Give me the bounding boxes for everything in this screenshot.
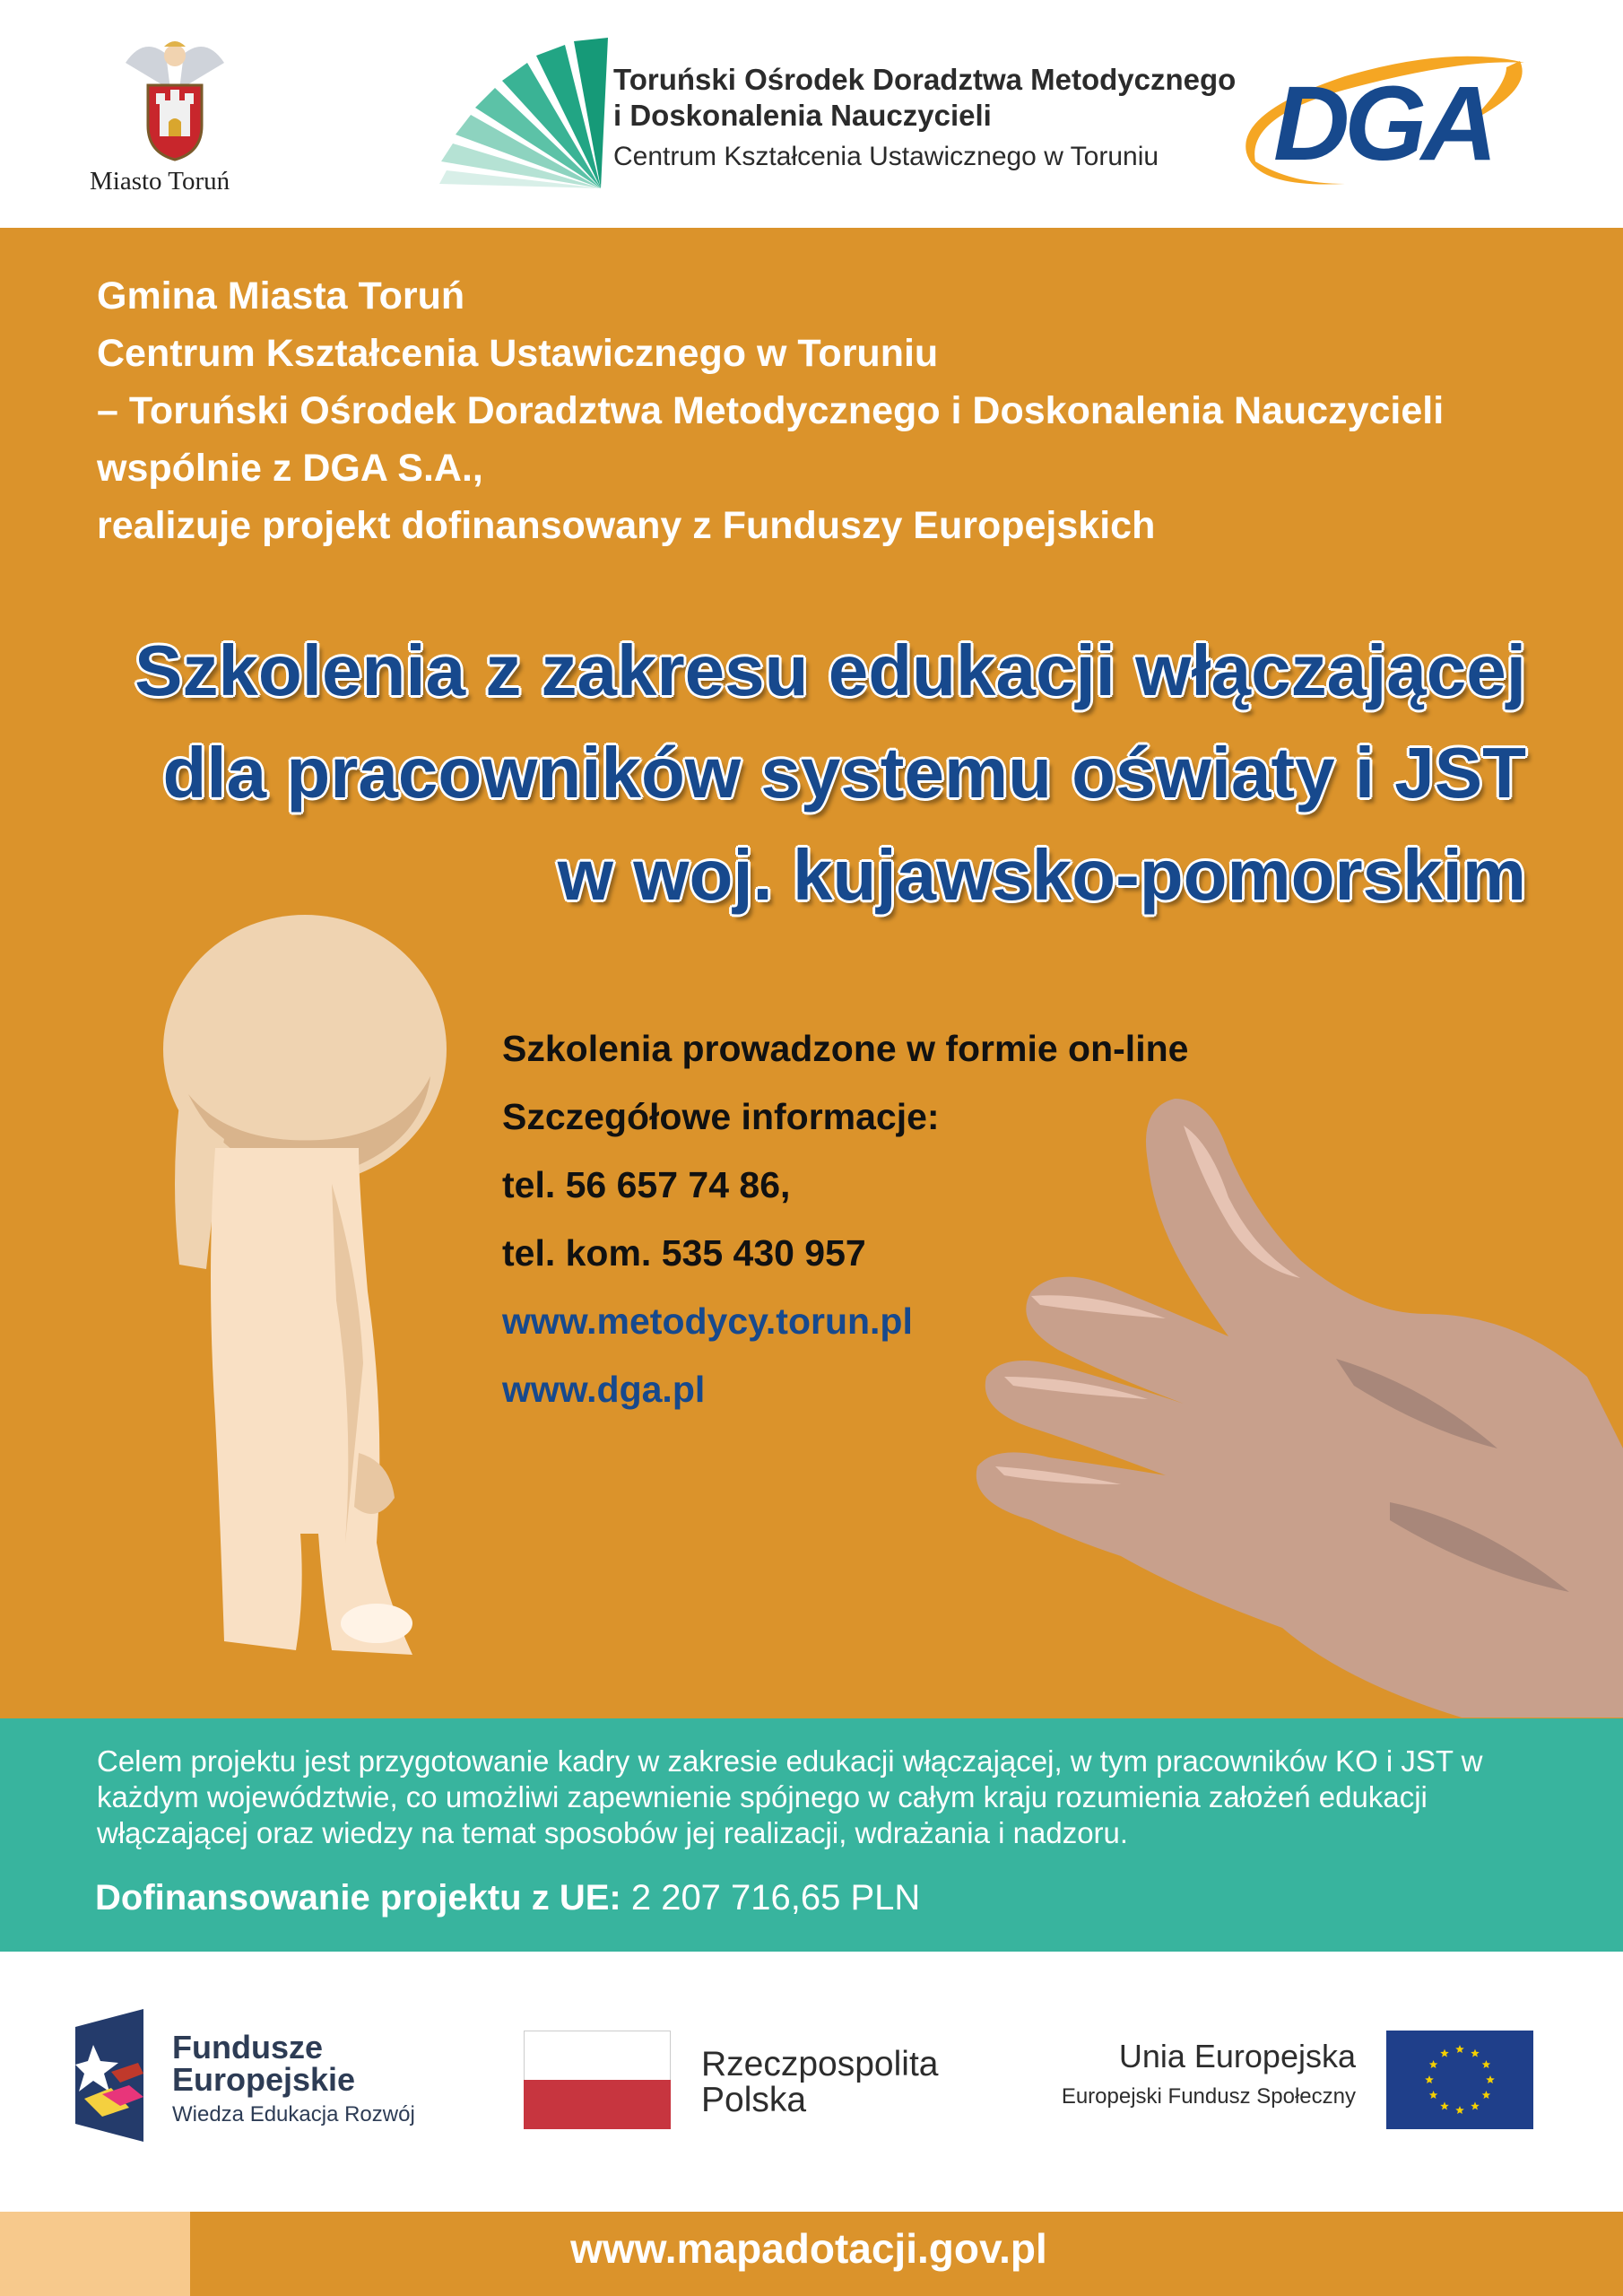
intro-line: Centrum Kształcenia Ustawicznego w Toruniu — [97, 332, 939, 375]
ue-logo-line2: Europejski Fundusz Społeczny — [1061, 2084, 1356, 2109]
dga-logo-text: DGA — [1273, 65, 1493, 183]
intro-line: wspólnie z DGA S.A., — [97, 447, 483, 490]
website-link-dga[interactable]: www.dga.pl — [502, 1369, 706, 1410]
main-title-line: w woj. kujawsko-pomorskim — [557, 835, 1526, 915]
intro-line: realizuje projekt dofinansowany z Funduszy Europejskich — [97, 504, 1156, 547]
project-goal-text: Celem projektu jest przygotowanie kadry w zakresie edukacji włączającej, w tym pracowników KO i JST w każdym województwie, co umożliwi zapewnienie spójnego w całym kraju rozumienia założeń edukacji włączającej oraz wiedzy na temat sposobów jej realizacji, wdrażania i nadzoru. — [97, 1744, 1483, 1849]
fe-logo-line2: Europejskie — [172, 2061, 356, 2098]
website-link-metodycy[interactable]: www.metodycy.torun.pl — [502, 1300, 913, 1342]
bottom-bar-accent — [0, 2212, 190, 2296]
hand-illustration — [959, 1090, 1623, 1718]
details-label: Szczegółowe informacje: — [502, 1096, 940, 1137]
mobile-number: tel. kom. 535 430 957 — [502, 1232, 866, 1274]
intro-line: – Toruński Ośrodek Doradztwa Metodycznego i Doskonalenia Nauczycieli — [97, 389, 1445, 432]
todn-name-line1: Toruński Ośrodek Doradztwa Metodycznego — [613, 63, 1237, 96]
main-title-line: dla pracowników systemu oświaty i JST — [162, 733, 1526, 813]
funding-info — [95, 1878, 920, 1918]
todn-logo-icon — [430, 36, 610, 193]
polish-flag-icon — [524, 2031, 671, 2129]
fundusze-europejskie-logo-icon — [75, 2009, 143, 2142]
rp-logo-line1: Rzeczpospolita — [701, 2045, 939, 2083]
doll-figure-illustration — [152, 915, 457, 1686]
funding-label: Dofinansowanie projektu z UE: — [95, 1878, 621, 1918]
ue-logo-line1: Unia Europejska — [1118, 2038, 1356, 2074]
fe-logo-line3: Wiedza Edukacja Rozwój — [172, 2102, 415, 2126]
rp-logo-line2: Polska — [701, 2081, 807, 2119]
main-title-line: Szkolenia z zakresu edukacji włączającej — [135, 631, 1526, 710]
training-form-text: Szkolenia prowadzone w formie on-line — [502, 1028, 1189, 1069]
todn-name-line3: Centrum Kształcenia Ustawicznego w Toruniu — [613, 142, 1159, 171]
funding-value: 2 207 716,65 PLN — [621, 1878, 921, 1918]
fe-logo-line1: Fundusze — [172, 2029, 323, 2066]
intro-line: Gmina Miasta Toruń — [97, 274, 465, 317]
todn-name-line2: i Doskonalenia Nauczycieli — [613, 99, 992, 132]
eu-flag-icon — [1386, 2031, 1533, 2129]
city-caption: Miasto Toruń — [90, 167, 230, 196]
phone-number: tel. 56 657 74 86, — [502, 1164, 791, 1205]
torun-coat-of-arms-icon — [117, 36, 233, 161]
mapadotacji-link[interactable]: www.mapadotacji.gov.pl — [570, 2225, 1047, 2272]
